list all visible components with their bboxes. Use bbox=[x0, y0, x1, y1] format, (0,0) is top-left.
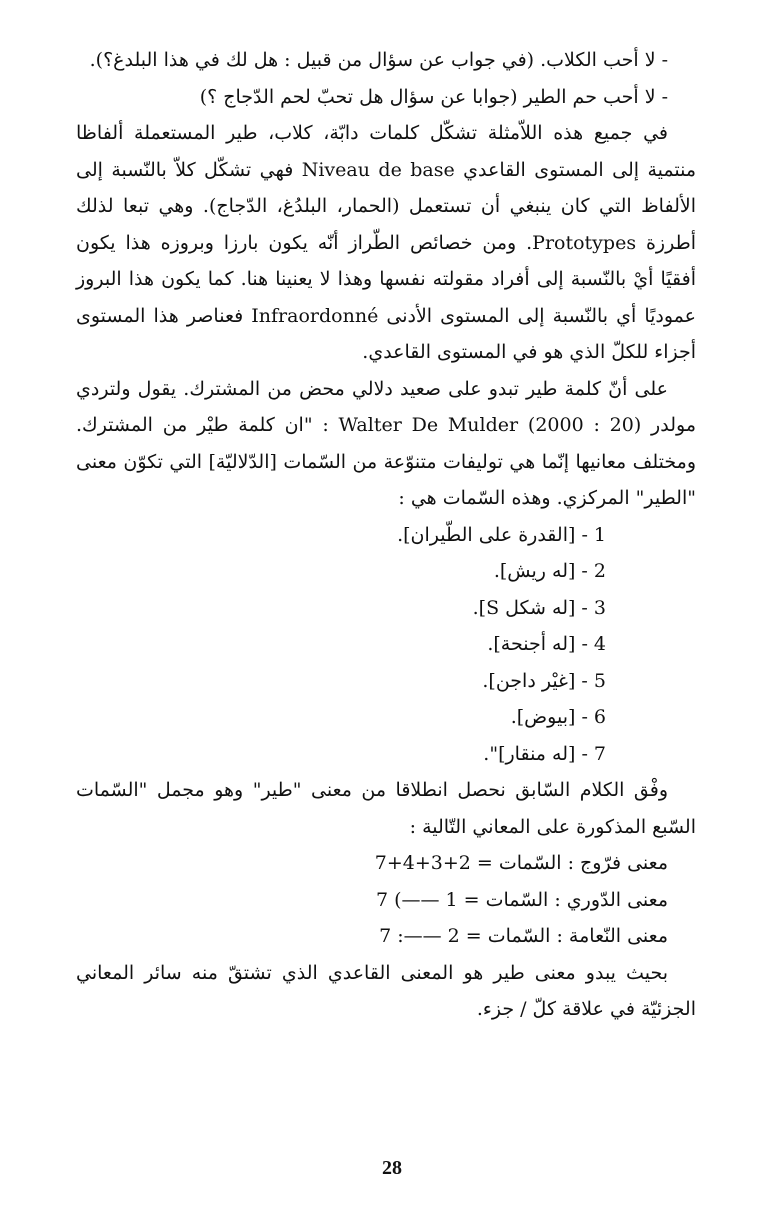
list-item: 7 - [له منقار]". bbox=[483, 742, 606, 765]
list-item: 1 - [القدرة على الطّيران]. bbox=[397, 523, 606, 546]
list-item: 4 - [له أجنحة]. bbox=[487, 633, 606, 655]
example-sentence-dogs: - لا أحب الكلاب. (في جواب عن سؤال من قبيل : هل لك في هذا البلدغ؟). bbox=[89, 49, 668, 71]
page-number: 28 bbox=[382, 1157, 402, 1179]
feature-list bbox=[76, 517, 696, 773]
example-sentence-bird-meat: - لا أحب حم الطير (جوابا عن سؤال هل تحبّ لحم الدّجاج ؟) bbox=[199, 85, 668, 108]
paragraph-conclusion: بحيث يبدو معنى طير هو المعنى القاعدي الذي تشتقّ منه سائر المعاني الجزئيّة في علاقة كلّ / جزء. bbox=[76, 961, 696, 1020]
meaning-line: معنى فرّوج : السّمات = 2+3+4+7 bbox=[374, 852, 668, 874]
list-item: 5 - [غيْر داجن]. bbox=[482, 669, 606, 692]
list-item: 6 - [بيوض]. bbox=[510, 706, 606, 728]
meaning-line: معنى النّعامة : السّمات = 2 ——: 7 bbox=[379, 925, 668, 947]
paragraph-quote-de-mulder: على أنّ كلمة طير تبدو على صعيد دلالي محض من المشترك. يقول ولتردي مولدر Walter De Mulder (2000 : 20) : "ان كلمة طيْر من المشترك. ومختلف معانيها إنّما هي توليفات متنوّعة من السّمات [الدّلاليّة] التي تكوّن معنى "الطير" المركزي. وهذه السّمات هي : bbox=[76, 377, 696, 509]
paragraph-basic-level: في جميع هذه اللاّمثلة تشكّل كلمات دابّة، كلاب، طير المستعملة ألفاظا منتمية إلى المستوى القاعدي Niveau de base فهي تشكّل كلاّ بالنّسبة إلى الألفاظ التي كان ينبغي أن تستعمل (الحمار، البلدُغ، الدّجاج). وهي تبعا لذلك أطرزة Prototypes. ومن خصائص الطّراز أنّه يكون بارزا وبروزه هذا يكون أفقيًا أيْ بالنّسبة إلى أفراد مقولته نفسها وهذا لا يعنينا هنا. كما يكون هذا البروز عموديًا أي بالنّسبة إلى المستوى الأدنى Infraordonné فعناصر هذا المستوى أجزاء للكلّ الذي هو في المستوى القاعدي. bbox=[76, 122, 697, 363]
page-body bbox=[76, 42, 696, 1028]
paragraph-summary: وفْق الكلام السّابق نحصل انطلاقا من معنى "طير" وهو مجمل "السّمات السّبع المذكورة على المعاني التّالية : bbox=[76, 779, 696, 838]
list-item: 2 - [له ريش]. bbox=[493, 560, 606, 582]
meaning-line: معنى الدّوري : السّمات = 1 ——) 7 bbox=[375, 888, 668, 911]
list-item: 3 - [له شكل S]. bbox=[472, 596, 606, 619]
